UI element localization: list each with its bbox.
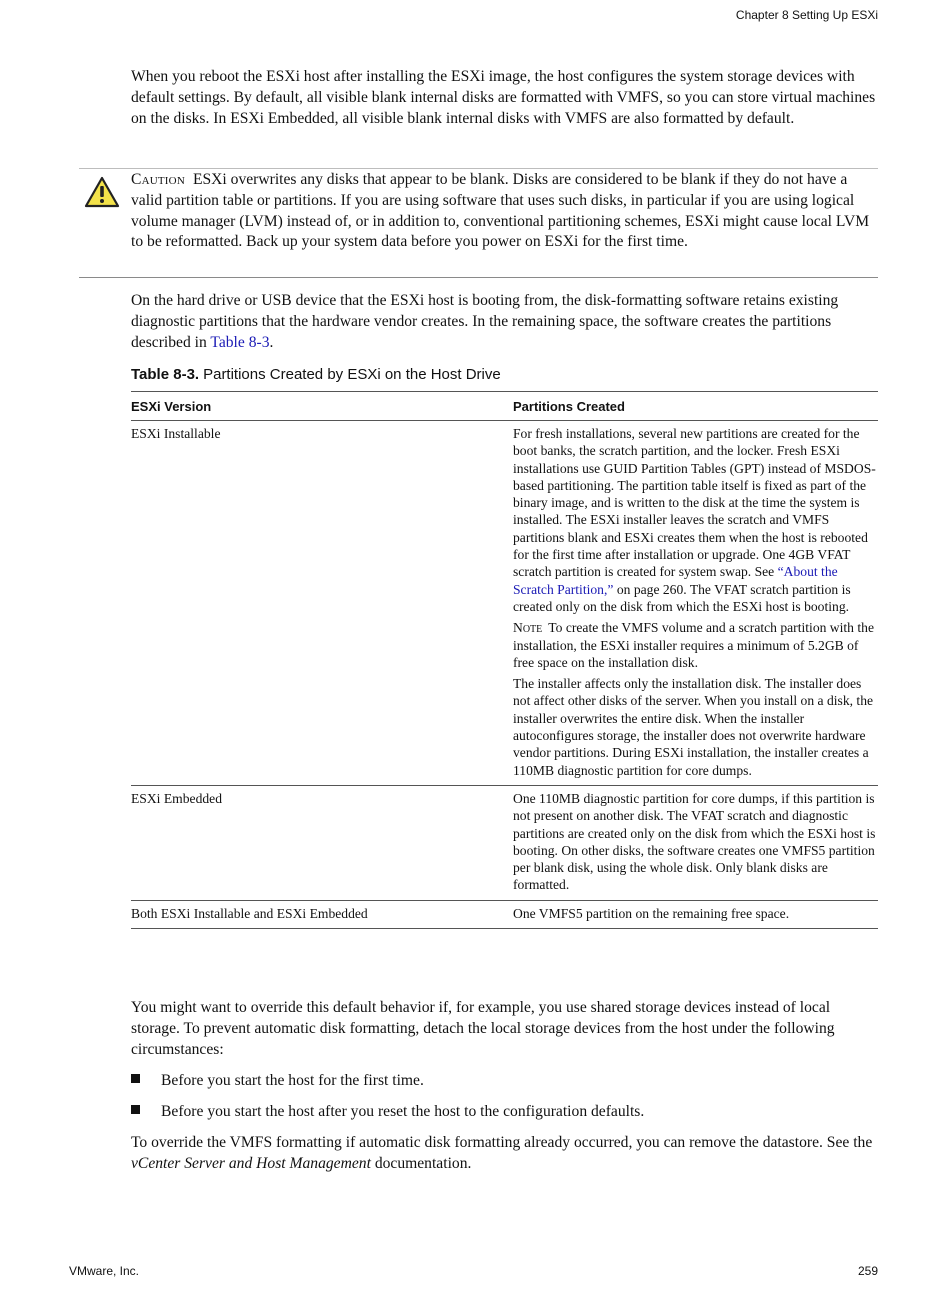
header-partitions-created: Partitions Created <box>513 392 878 421</box>
warning-triangle-icon <box>84 176 120 208</box>
scratch-partition-link[interactable]: “About the Scratch Partition,” <box>513 564 838 597</box>
table-title: Partitions Created by ESXi on the Host Drive <box>203 366 501 383</box>
bullet-square-icon <box>131 1074 140 1083</box>
partitions-paragraph-end: . <box>269 333 274 351</box>
caution-bottom-divider <box>79 277 878 278</box>
row-note <box>513 619 878 671</box>
table-row <box>131 421 878 786</box>
row-version: ESXi Installable <box>131 421 513 786</box>
table-row <box>131 900 878 928</box>
bullet-square-icon <box>131 1105 140 1114</box>
override-paragraph: You might want to override this default behavior if, for example, you use shared storage devices instead of local storage. To prevent automatic disk formatting, detach the local storage devices from the host under the following circumstances: <box>131 999 835 1058</box>
intro-paragraph: When you reboot the ESXi host after installing the ESXi image, the host configures the system storage devices with default settings. By default, all visible blank internal disks are formatted with VMFS, so you can store virtual machines on the disks. In ESXi Embedded, all visible blank internal disks with VMFS are also formatted by default. <box>131 68 876 127</box>
datastore-paragraph-text: To override the VMFS formatting if automatic disk formatting already occurred, you can remove the datastore. See the <box>131 1134 873 1151</box>
row-partitions <box>513 421 878 786</box>
table-row <box>131 785 878 900</box>
chapter-header: Chapter 8 Setting Up ESXi <box>735 8 878 22</box>
list-item-text: Before you start the host after you reset the host to the configuration defaults. <box>161 1103 645 1120</box>
table-caption <box>131 366 501 383</box>
caution-label: Caution <box>131 171 185 188</box>
table-number: Table 8-3. <box>131 366 200 383</box>
row-paragraph-2: The installer affects only the installation disk. The installer does not affect other disks of the server. When you install on a disk, the installer overwrites the entire disk. When the installer autoconfigures storage, the installer does not overwrite hardware vendor partitions. During ESXi installation, the installer creates a 110MB diagnostic partition for core dumps. <box>513 676 874 778</box>
caution-note <box>131 170 879 253</box>
header-esxi-version: ESXi Version <box>131 392 513 421</box>
partitions-table <box>131 391 878 929</box>
row-paragraph <box>513 425 878 615</box>
partitions-paragraph-text: On the hard drive or USB device that the ESXi host is booting from, the disk-formatting software retains existing diagnostic partitions that the hardware vendor creates. In the remaining space, the software creates the partitions described in <box>131 292 839 351</box>
row-text: For fresh installations, several new partitions are created for the boot banks, the scratch partition, and the locker. Fresh ESXi installations use GUID Partition Tables (GPT) instead of MSDOS-based partitioning. The partition table itself is fixed as part of the binary image, and is written to the disk at the time the system is installed. The ESXi installer leaves the scratch and VMFS partitions blank and ESXi creates them when the host is rebooted for the first time after installation or upgrade. One 4GB VFAT scratch partition is created for system swap. See <box>513 426 876 580</box>
note-text: To create the VMFS volume and a scratch partition with the installation, the ESXi installer requires a minimum of 5.2GB of free space on the installation disk. <box>513 620 874 670</box>
list-item-text: Before you start the host for the first time. <box>161 1072 424 1089</box>
row-version: ESXi Embedded <box>131 785 513 900</box>
row-version: Both ESXi Installable and ESXi Embedded <box>131 900 513 928</box>
footer-company: VMware, Inc. <box>69 1264 140 1278</box>
row-text-end: on page 260. The VFAT scratch partition is created only on the disk from which the ESXi host is booting. <box>513 581 851 614</box>
list-item <box>131 1102 644 1123</box>
row-partitions: One VMFS5 partition on the remaining free space. <box>513 900 878 928</box>
table-link[interactable]: Table 8-3 <box>210 333 270 351</box>
caution-top-divider <box>79 168 878 169</box>
note-label: Note <box>513 620 543 636</box>
page-number: 259 <box>857 1264 878 1278</box>
list-item <box>131 1071 424 1092</box>
datastore-paragraph-end: documentation. <box>370 1154 472 1172</box>
row-partitions: One 110MB diagnostic partition for core dumps, if this partition is not present on another disk. The VFAT scratch and diagnostic partitions are created only on the disk from which the ESXi host is booting. On other disks, the software creates one VMFS5 partition per blank disk, using the whole disk. Only blank disks are formatted. <box>513 785 878 900</box>
doc-title: vCenter Server and Host Management <box>131 1154 371 1172</box>
table-header-row <box>131 392 878 421</box>
partitions-paragraph <box>131 291 879 353</box>
caution-text: ESXi overwrites any disks that appear to be blank. Disks are considered to be blank if they do not have a valid partition table or partitions. If you are using software that uses such disks, in particular if you are using logical volume manager (LVM) instead of, or in addition to, conventional partitioning schemes, ESXi might cause local LVM to be reformatted. Back up your system data before you power on ESXi for the first time. <box>131 171 870 251</box>
datastore-paragraph <box>131 1133 879 1175</box>
